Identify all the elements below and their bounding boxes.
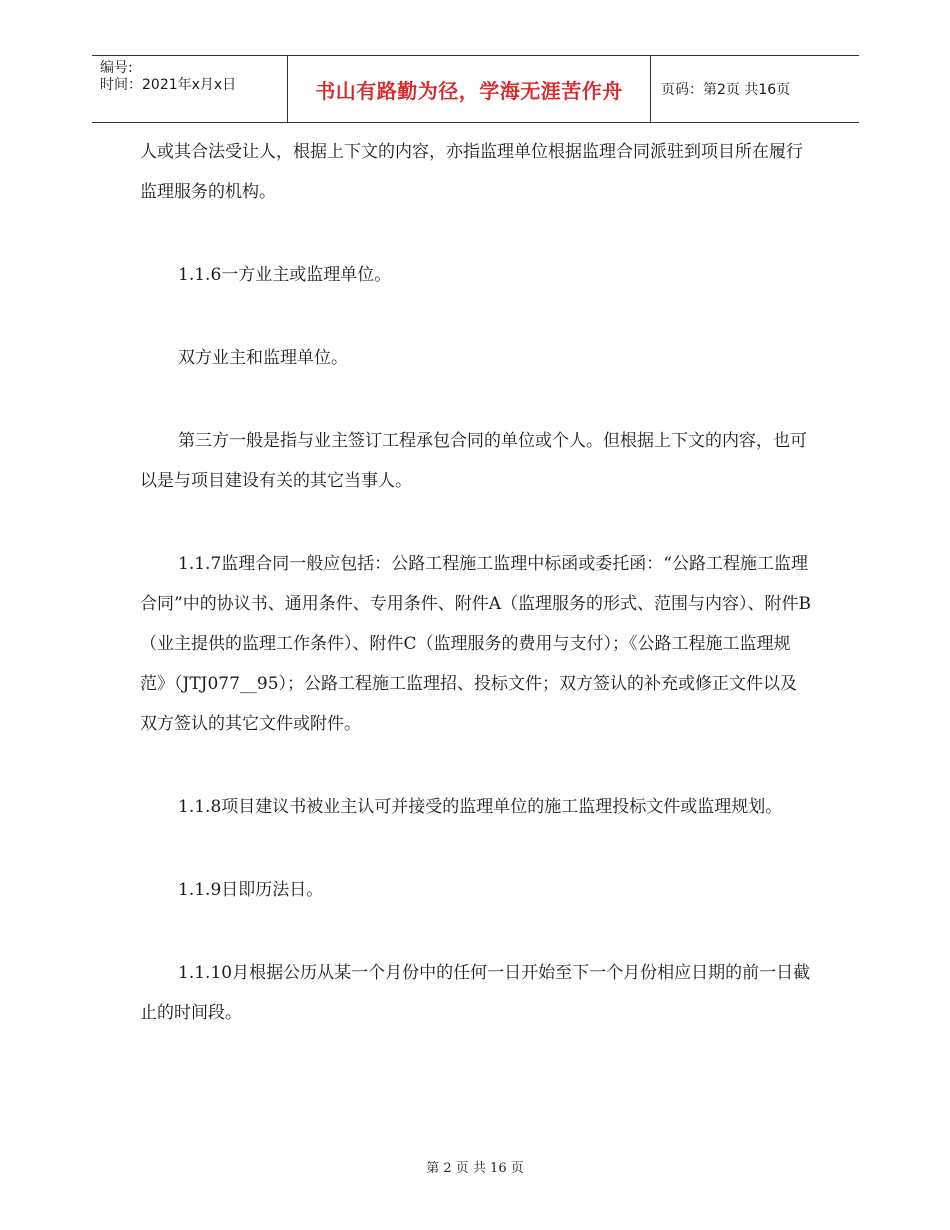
document-body [140,132,812,1076]
paragraph: 人或其合法受让人，根据上下文的内容，亦指监理单位根据监理合同派驻到项目所在履行监理服务的机构。 [140,142,803,202]
paragraph: 第三方一般是指与业主签订工程承包合同的单位或个人。但根据上下文的内容，也可以是与项目建设有关的其它当事人。 [140,431,807,491]
header-motto: 书山有路勤为径，学海无涯苦作舟 [287,56,651,122]
paragraph: 双方业主和监理单位。 [178,348,348,368]
header-page-info: 页码：第2页 共16页 [661,82,791,98]
paragraph: 1.1.9日即历法日。 [178,880,324,900]
page-footer: 第 2 页 共 16 页 [426,1161,524,1176]
page-header [92,55,859,123]
header-meta [92,56,287,122]
paragraph: 1.1.6一方业主或监理单位。 [178,265,392,285]
paragraph: 1.1.8项目建议书被业主认可并接受的监理单位的施工监理投标文件或监理规划。 [178,797,783,817]
paragraph: 1.1.10月根据公历从某一个月份中的任何一日开始至下一个月份相应日期的前一日截止的时间段。 [140,963,811,1023]
document-number-label: 编号: [100,60,133,76]
paragraph: 1.1.7监理合同一般应包括：公路工程施工监理中标函或委托函：“公路工程施工监理合同”中的协议书、通用条件、专用条件、附件A（监理服务的形式、范围与内容）、附件B（业主提供的监理工作条件）、附件C（监理服务的费用与支付）；《公路工程施工监理规范》（JTJ077__95）；公路工程施工监理招、投标文件；双方签认的补充或修正文件以及双方签认的其它文件或附件。 [140,554,811,734]
document-time: 时间：2021年x月x日 [100,77,237,93]
